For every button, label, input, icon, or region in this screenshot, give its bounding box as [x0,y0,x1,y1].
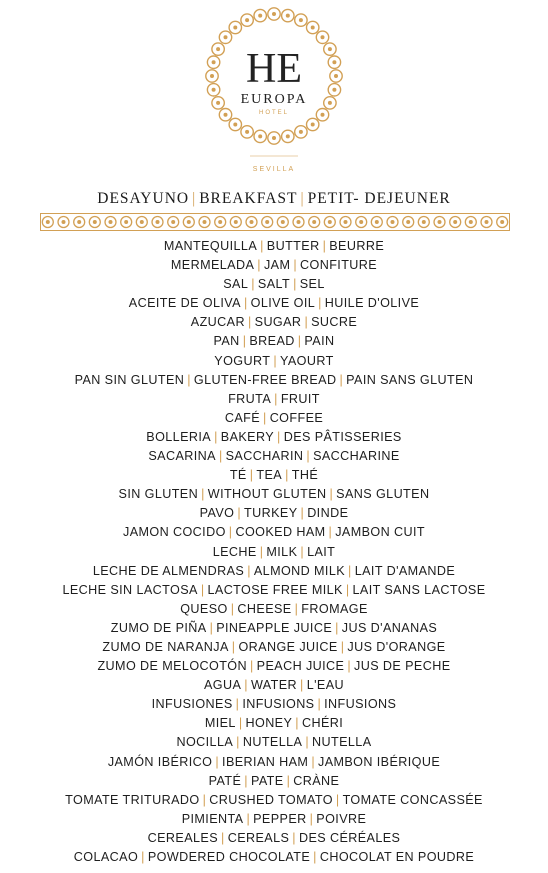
menu-item [0,371,548,390]
item-separator: | [274,391,278,406]
item-separator: | [243,296,248,311]
item-separator: | [218,449,223,464]
ring-bead-dot [299,18,303,22]
item-text: BUTTER [266,239,320,253]
ring-bead-dot [299,130,303,134]
item-text: FROMAGE [301,601,368,616]
menu-item [0,657,548,676]
menu-item [0,733,548,752]
menu-item [0,352,548,371]
item-separator: | [293,258,298,273]
item-text: QUESO [180,601,228,616]
title-french: PETIT- DEJEUNER [307,190,451,207]
border-dot [62,220,66,224]
item-separator: | [311,754,315,769]
hotel-logo [198,6,350,173]
item-separator: | [328,525,333,540]
item-separator: | [348,563,352,578]
border-dot [171,220,175,224]
ring-bead-dot [224,113,228,117]
item-text: L'EAU [306,678,345,693]
item-separator: | [259,544,264,559]
item-text: HUILE D'OLIVE [324,296,420,311]
logo-city: SEVILLA [252,166,296,173]
item-separator: | [345,582,350,597]
menu-item [0,619,548,638]
item-text: PAIN [304,334,335,349]
item-separator: | [201,487,205,502]
menu-item [0,581,548,600]
menu-item [0,504,548,523]
border-dot [453,220,457,224]
item-text: CHOCOLAT EN POUDRE [319,850,475,864]
item-text: AZUCAR [190,315,245,330]
item-text: PAVO [199,506,235,521]
item-text: TÉ [229,468,247,483]
item-separator: | [293,277,297,292]
ring-bead-dot [286,134,290,138]
item-text: SUCRE [311,315,358,330]
menu-item [0,237,548,256]
border-dot [281,220,285,224]
item-separator: | [305,735,310,750]
menu-item [0,466,548,485]
menu-item [0,447,548,466]
ring-bead-dot [321,35,325,39]
item-separator: | [300,678,304,693]
item-text: MERMELADA [170,258,255,273]
item-text: SACCHARIN [225,449,304,464]
item-text: SEL [299,277,325,292]
border-dot [406,220,410,224]
ring-bead-dot [286,14,290,18]
item-text: LAIT SANS LACTOSE [352,582,486,597]
item-text: COLACAO [73,850,139,864]
item-separator: | [322,239,327,253]
border-dot [265,220,269,224]
item-text: BEURRE [329,239,385,253]
decorative-border [40,213,510,231]
border-dot [485,220,489,224]
border-dot [250,220,254,224]
item-text: LECHE DE ALMENDRAS [92,563,245,578]
ring-bead-dot [245,18,249,22]
border-dot [297,220,301,224]
menu-item [0,485,548,504]
logo-monogram: HE [246,46,302,92]
item-text: CRUSHED TOMATO [209,792,333,807]
item-text: IBERIAN HAM [222,754,309,769]
item-separator: | [236,735,240,750]
item-separator: | [221,830,225,845]
item-text: JUS DE PECHE [354,659,451,674]
menu-item [0,275,548,294]
ring-bead-dot [334,74,338,78]
item-separator: | [263,410,267,425]
border-dot [156,220,160,224]
logo-sub: HOTEL [258,110,290,116]
border-dot [109,220,113,224]
menu-item [0,294,548,313]
item-text: INFUSIONES [151,697,233,712]
ring-bead-dot [332,60,336,64]
item-text: JUS D'ANANAS [341,620,438,635]
title-english: BREAKFAST [199,190,298,207]
item-text: GLUTEN-FREE BREAD [193,372,337,387]
item-text: PAIN SANS GLUTEN [346,372,474,387]
item-text: COOKED HAM [235,525,326,540]
item-text: LACTOSE FREE MILK [207,582,343,597]
ring-bead-dot [216,101,220,105]
item-text: PIMIENTA [181,811,244,826]
item-text: BAKERY [220,429,275,444]
item-text: POWDERED CHOCOLATE [147,850,311,864]
ring-bead-dot [233,26,237,30]
item-separator: | [273,353,277,368]
item-text: TOMATE CONCASSÉE [342,792,483,807]
menu-item [0,772,548,791]
item-text: SALT [257,277,291,292]
border-dot [344,220,348,224]
item-separator: | [347,659,352,674]
item-text: NUTELLA [312,735,372,750]
item-separator: | [286,773,291,788]
item-text: SACCHARINE [313,449,400,464]
item-text: HONEY [245,716,293,731]
border-pattern [42,217,507,228]
item-text: TOMATE TRITURADO [65,792,200,807]
item-separator: | [251,277,255,292]
item-text: JAM [263,258,291,273]
ring-bead-dot [311,123,315,127]
ring-bead-dot [328,47,332,51]
item-text: CRÀNE [293,773,340,788]
ring-bead-dot [210,74,214,78]
item-text: THÉ [291,468,319,483]
item-text: PEACH JUICE [256,659,345,674]
ring-bead-dot [332,88,336,92]
ring-bead-dot [212,60,216,64]
ring-bead-dot [272,12,276,16]
item-text: PEPPER [253,811,307,826]
menu-item [0,791,548,810]
menu-item [0,428,548,447]
item-text: LECHE SIN LACTOSA [62,582,198,597]
item-text: MILK [266,544,298,559]
title-spanish: DESAYUNO [97,190,190,207]
item-text: TURKEY [244,506,298,521]
border-dot [469,220,473,224]
item-separator: | [202,792,207,807]
item-text: WATER [250,678,298,693]
item-text: PAN [213,334,240,349]
item-text: CHÉRI [301,716,344,731]
item-separator: | [300,506,305,521]
item-text: LECHE [212,544,257,559]
item-text: CAFÉ [224,410,261,425]
menu-item [0,848,548,867]
item-text: WITHOUT GLUTEN [207,487,327,502]
item-text: LAIT [307,544,336,559]
item-text: PINEAPPLE JUICE [216,620,333,635]
menu-item [0,810,548,829]
border-dot [218,220,222,224]
item-text: ALMOND MILK [253,563,346,578]
item-separator: | [339,372,344,387]
item-separator: | [297,334,302,349]
item-text: DES PÂTISSERIES [283,429,402,444]
item-separator: | [306,449,311,464]
item-separator: | [335,792,340,807]
item-text: SUGAR [254,315,302,330]
menu-item [0,332,548,351]
item-separator: | [277,429,281,444]
item-separator: | [237,506,242,521]
item-text: CEREALES [147,830,219,845]
item-text: MIEL [204,716,236,731]
item-separator: | [214,429,218,444]
menu-item [0,714,548,733]
item-text: JAMON COCIDO [123,525,226,540]
border-dot [124,220,128,224]
menu-item [0,256,548,275]
border-dot [93,220,97,224]
item-text: ZUMO DE NARANJA [102,639,229,654]
item-text: INFUSIONS [242,697,315,712]
item-text: SACARINA [148,449,216,464]
item-separator: | [317,697,322,712]
menu-item [0,562,548,581]
item-text: FRUIT [280,391,320,406]
item-separator: | [257,258,261,273]
menu-item [0,676,548,695]
item-text: SANS GLUTEN [336,487,430,502]
item-text: FRUTA [228,391,272,406]
ring-bead-dot [321,113,325,117]
item-separator: | [335,620,339,635]
item-text: JAMBON IBÉRIQUE [318,754,441,769]
menu-list [0,237,548,867]
item-separator: | [247,315,252,330]
border-dot [312,220,316,224]
page-title [0,190,548,208]
item-separator: | [329,487,334,502]
item-separator: | [300,544,305,559]
ring-bead-dot [311,26,315,30]
border-dot [46,220,50,224]
ring-bead-dot [233,123,237,127]
item-separator: | [340,639,345,654]
ring-bead-dot [245,130,249,134]
ring-bead-dot [224,35,228,39]
item-separator: | [247,563,251,578]
ring-bead-dot [258,14,262,18]
item-text: OLIVE OIL [250,296,316,311]
item-text: PATÉ [208,773,242,788]
item-separator: | [244,773,248,788]
item-separator: | [295,716,299,731]
item-text: NOCILLA [176,735,234,750]
item-separator: | [215,754,220,769]
item-text: ZUMO DE MELOCOTÓN [97,659,247,674]
item-text: JAMBON CUIT [335,525,425,540]
border-dot [234,220,238,224]
item-text: CEREALS [227,830,290,845]
menu-item [0,638,548,657]
item-text: YOGURT [214,353,271,368]
item-separator: | [228,525,233,540]
border-dot [500,220,504,224]
item-text: COFFEE [269,410,324,425]
menu-item [0,753,548,772]
item-text: MANTEQUILLA [163,239,258,253]
ring-bead-dot [272,136,276,140]
item-separator: | [244,678,248,693]
item-text: TEA [256,468,283,483]
ring-bead-dot [258,134,262,138]
item-text: YAOURT [280,353,334,368]
item-separator: | [235,697,240,712]
item-text: CONFITURE [300,258,378,273]
item-text: AGUA [203,678,242,693]
menu-item [0,829,548,848]
border-dot [140,220,144,224]
item-text: ORANGE JUICE [238,639,338,654]
title-separator: | [300,190,305,207]
item-separator: | [285,468,289,483]
item-separator: | [187,372,191,387]
item-separator: | [209,620,214,635]
item-separator: | [250,659,254,674]
ring-bead-dot [212,88,216,92]
item-separator: | [246,811,251,826]
item-separator: | [242,334,247,349]
menu-item [0,695,548,714]
item-text: PATE [250,773,284,788]
menu-item [0,543,548,562]
item-text: CHEESE [237,601,292,616]
item-text: BOLLERIA [146,429,212,444]
item-separator: | [200,582,205,597]
border-dot [187,220,191,224]
item-text: PAN SIN GLUTEN [74,372,185,387]
item-separator: | [309,811,314,826]
item-separator: | [292,830,296,845]
border-dot [77,220,81,224]
border-dot [375,220,379,224]
menu-item [0,313,548,332]
item-text: BREAD [249,334,295,349]
item-text: ACEITE DE OLIVA [128,296,241,311]
title-separator: | [192,190,197,207]
border-dot [203,220,207,224]
border-dot [438,220,442,224]
item-separator: | [230,601,235,616]
border-dot [359,220,363,224]
border-dot [391,220,395,224]
item-separator: | [294,601,299,616]
menu-item [0,390,548,409]
item-separator: | [249,468,254,483]
logo-name: EUROPA [240,92,308,107]
border-dot [328,220,332,224]
menu-item [0,409,548,428]
item-text: ZUMO DE PIÑA [110,620,207,635]
item-separator: | [238,716,243,731]
item-text: SAL [223,277,249,292]
item-text: JUS D'ORANGE [347,639,446,654]
item-text: NUTELLA [242,735,303,750]
ring-bead-dot [328,101,332,105]
menu-item [0,600,548,619]
item-text: DINDE [307,506,349,521]
item-separator: | [318,296,322,311]
border-dot [422,220,426,224]
menu-item [0,523,548,542]
item-separator: | [231,639,236,654]
item-text: POIVRE [316,811,367,826]
item-separator: | [313,850,317,864]
item-separator: | [304,315,309,330]
item-separator: | [141,850,145,864]
item-text: DES CÉRÉALES [298,830,401,845]
ring-bead-dot [216,47,220,51]
item-text: SIN GLUTEN [118,487,199,502]
item-text: LAIT D'AMANDE [354,563,456,578]
item-text: INFUSIONS [324,697,397,712]
item-text: JAMÓN IBÉRICO [107,754,213,769]
item-separator: | [260,239,264,253]
